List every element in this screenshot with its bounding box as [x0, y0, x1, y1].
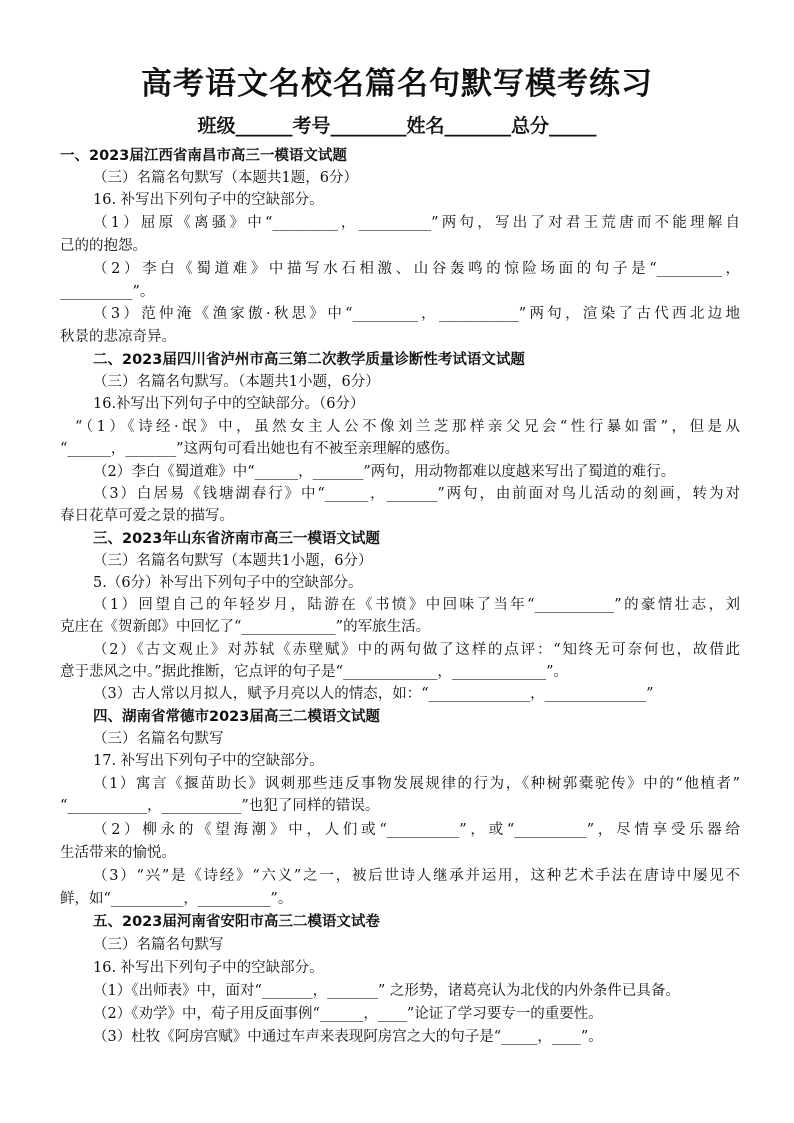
question-item-cont: 秋景的悲凉奇异。 — [60, 329, 176, 345]
section-5-heading: 五、2023届河南省安阳市高三二模语文试卷 — [93, 914, 380, 930]
section-1-heading: 一、2023届江西省南昌市高三一模语文试题 — [60, 148, 347, 164]
question-item: （2）《劝学》中，荀子用反面事例“______，____”论证了学习要专一的重要性。 — [93, 1006, 603, 1022]
question-item: （3）“兴”是《诗经》“六义”之一，被后世诗人继承并运用，这种艺术手法在唐诗中屡见不 — [93, 868, 740, 884]
question-item: （2）《古文观止》对苏轼《赤壁赋》中的两句做了这样的点评：“知终无可奈何也，故借此 — [93, 642, 740, 658]
question-item: （2）柳永的《望海潮》中，人们或“__________”，或“__________”，尽情享受乐器给 — [93, 822, 740, 838]
section-3-heading: 三、2023年山东省济南市高三一模语文试题 — [93, 531, 380, 547]
section-4-heading: 四、湖南省常德市2023届高三二模语文试题 — [93, 709, 380, 725]
student-info-line: 班级______考号________姓名_______总分_____ — [197, 115, 597, 137]
question-item: （2）李白《蜀道难》中“______，_______”两句，用动物都难以度越来写出了蜀道的难行。 — [93, 464, 676, 480]
question-stem: 16. 补写出下列句子中的空缺部分。 — [93, 192, 324, 208]
question-item: （3）白居易《钱塘湖春行》中“______，_______”两句，由前面对鸟儿活动的刻画，转为对 — [93, 486, 740, 502]
section-subheading: （三）名篇名句默写 — [93, 937, 224, 953]
question-item-cont: 鲜，如“__________，__________”。 — [60, 891, 293, 907]
question-item-cont: 春日花草可爱之景的描写。 — [60, 508, 234, 524]
question-item-cont: 意于悲风之中。”据此推断，它点评的句子是“_____________，_____________”。 — [60, 664, 568, 680]
question-item-cont: 己的的抱怨。 — [60, 238, 147, 254]
question-item-cont: 生活带来的愉悦。 — [60, 845, 176, 861]
question-item-cont: 克庄在《贺新郎》中回忆了“_____________”的军旅生活。 — [60, 619, 431, 635]
question-item: （3）范仲淹《渔家傲·秋思》中“_________，___________”两句，渲染了古代西北边地 — [93, 306, 740, 322]
section-subheading: （三）名篇名句默写。（本题共1小题，6分） — [93, 374, 380, 390]
section-subheading: （三）名篇名句默写（本题共1题，6分） — [93, 170, 358, 186]
question-stem: 17. 补写出下列句子中的空缺部分。 — [93, 753, 324, 769]
question-stem: 16.补写出下列句子中的空缺部分。（6分） — [93, 396, 365, 412]
section-2-heading: 二、2023届四川省泸州市高三第二次教学质量诊断性考试语文试题 — [93, 352, 525, 368]
question-item: （1）屈原《离骚》中“_________，__________”两句，写出了对君王荒唐而不能理解自 — [93, 215, 740, 231]
section-subheading: （三）名篇名句默写（本题共1小题，6分） — [93, 553, 373, 569]
question-item-cont: “___________，___________”也犯了同样的错误。 — [60, 798, 380, 814]
page-title: 高考语文名校名篇名句默写模考练习 — [141, 66, 653, 102]
question-stem: 5.（6分）补写出下列句子中的空缺部分。 — [93, 575, 363, 591]
question-item: （1）《出师表》中，面对“_______，_______” 之形势，诸葛亮认为北伐的内外条件已具备。 — [93, 983, 680, 999]
question-item: （1）寓言《揠苗助长》讽刺那些违反事物发展规律的行为，《种树郭橐驼传》中的“他植者” — [93, 776, 740, 792]
question-item-cont: __________”。 — [60, 284, 155, 300]
question-item: （3）杜牧《阿房宫赋》中通过车声来表现阿房宫之大的句子是“_____，____”。 — [93, 1029, 603, 1045]
section-subheading: （三）名篇名句默写 — [93, 731, 224, 747]
question-item: “（1）《诗经·氓》中，虽然女主人公不像刘兰芝那样亲父兄会“性行暴如雷”，但是从 — [75, 419, 740, 435]
question-item-cont: “______，_______”这两句可看出她也有不被至亲理解的感伤。 — [60, 441, 460, 457]
question-item: （2）李白《蜀道难》中描写水石相激、山谷轰鸣的惊险场面的句子是“_________， — [93, 261, 740, 277]
question-item: （1）回望自己的年轻岁月，陆游在《书愤》中回味了当年“___________”的豪情壮志，刘 — [93, 597, 740, 613]
question-stem: 16. 补写出下列句子中的空缺部分。 — [93, 960, 324, 976]
question-item: （3）古人常以月拟人，赋予月亮以人的情态，如：“______________，______________” — [93, 686, 654, 702]
